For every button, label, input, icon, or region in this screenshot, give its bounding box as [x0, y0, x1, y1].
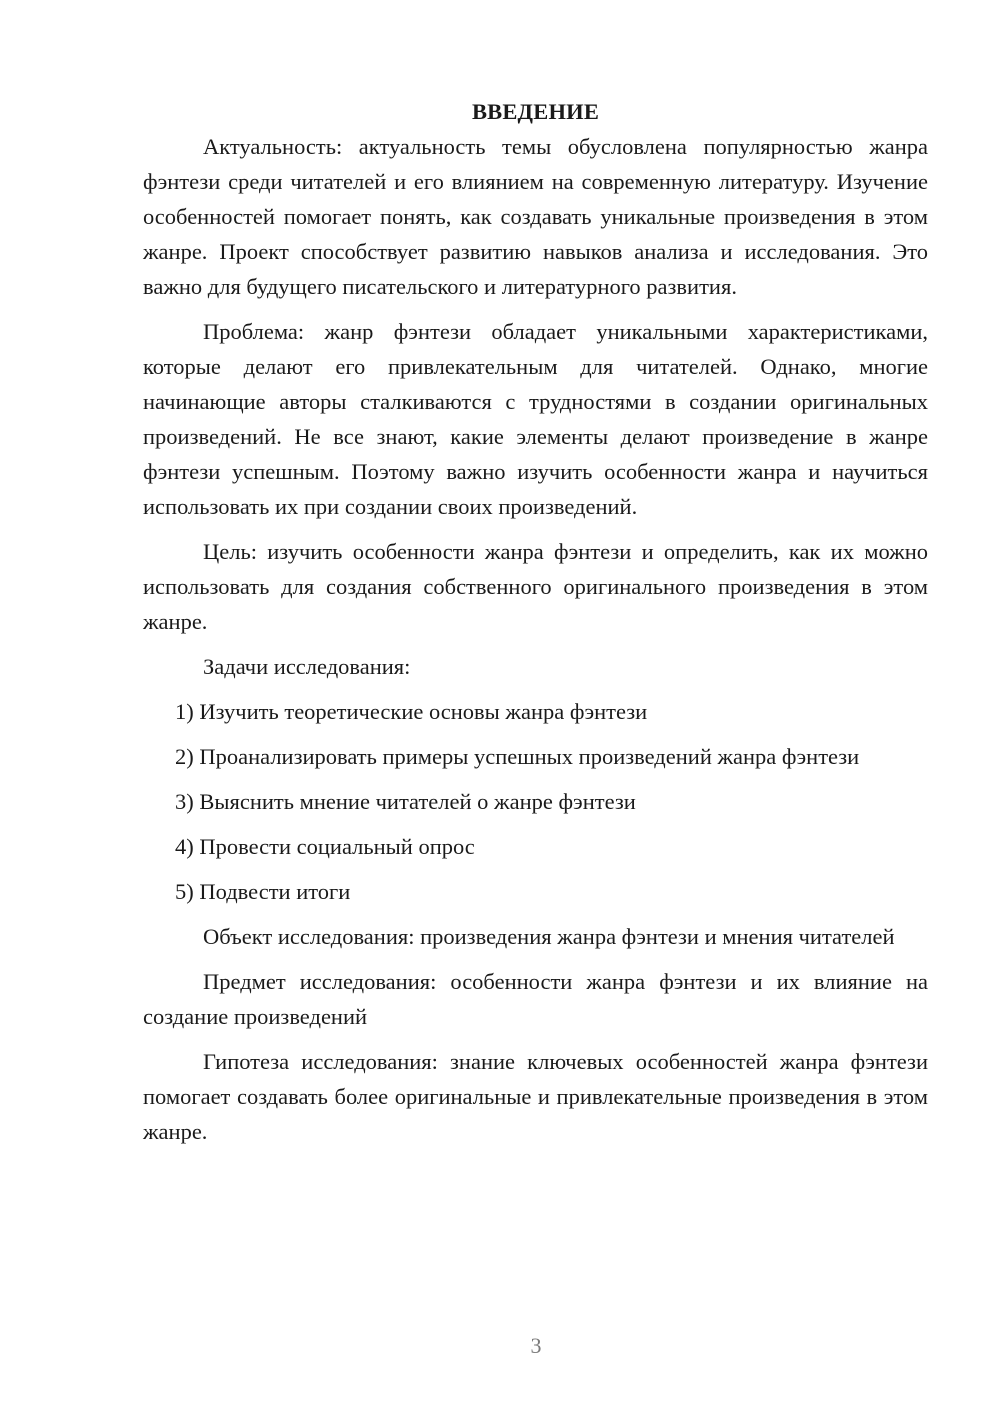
task-item-2: 2) Проанализировать примеры успешных произведений жанра фэнтези	[175, 744, 860, 769]
page-number: 3	[530, 1333, 542, 1358]
subject-paragraph: Предмет исследования: особенности жанра фэнтези и их влияние на создание произведений	[143, 969, 928, 1029]
page-content	[143, 94, 928, 1149]
goal-paragraph: Цель: изучить особенности жанра фэнтези и определить, как их можно использовать для создания собственного оригинального произведения в этом жанре.	[143, 539, 928, 634]
problem-paragraph: Проблема: жанр фэнтези обладает уникальными характеристиками, которые делают его привлекательным для читателей. Однако, многие начинающие авторы сталкиваются с трудностями в создании оригинальных произведений. Не все знают, какие элементы делают произведение в жанре фэнтези успешным. Поэтому важно изучить особенности жанра и научиться использовать их при создании своих произведений.	[143, 319, 928, 519]
task-item-3: 3) Выяснить мнение читателей о жанре фэнтези	[175, 789, 636, 814]
tasks-heading: Задачи исследования:	[203, 654, 411, 679]
page-title: ВВЕДЕНИЕ	[471, 99, 600, 124]
object-paragraph: Объект исследования: произведения жанра фэнтези и мнения читателей	[203, 924, 895, 949]
task-item-1: 1) Изучить теоретические основы жанра фэнтези	[175, 699, 648, 724]
hypothesis-paragraph: Гипотеза исследования: знание ключевых особенностей жанра фэнтези помогает создавать более оригинальные и привлекательные произведения в этом жанре.	[143, 1049, 928, 1144]
relevance-paragraph: Актуальность: актуальность темы обусловлена популярностью жанра фэнтези среди читателей и его влиянием на современную литературу. Изучение особенностей помогает понять, как создавать уникальные произведения в этом жанре. Проект способствует развитию навыков анализа и исследования. Это важно для будущего писательского и литературного развития.	[143, 134, 928, 299]
task-item-5: 5) Подвести итоги	[175, 879, 351, 904]
task-item-4: 4) Провести социальный опрос	[175, 834, 475, 859]
